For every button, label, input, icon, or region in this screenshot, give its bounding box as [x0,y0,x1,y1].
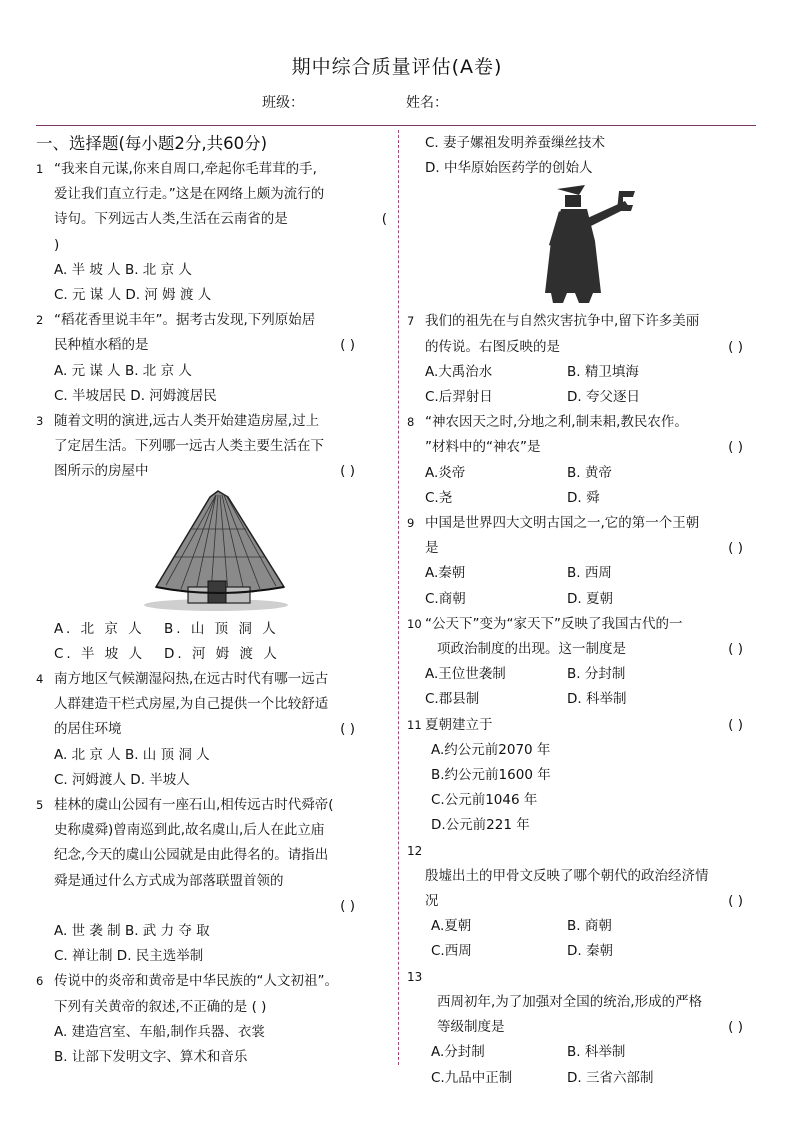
option-line: C.公元前1046 年 [431,792,538,809]
class-label: 班级： [262,95,304,111]
question-8 [407,410,757,511]
question-text: ( ) 况 [407,889,757,914]
option-line: C. 半 坡 人 D. 河 姆 渡 人 [54,645,280,662]
option-line: A. 北 京 人 B. 山 顶 洞 人 [54,620,279,637]
question-7 [407,309,757,410]
right-column [407,131,757,1091]
question-6 [36,969,391,1070]
question-text: 随着文明的演进,远古人类开始建造房屋,过上 [54,413,320,430]
question-number: 8 [407,415,415,430]
question-text: 下列有关黄帝的叙述,不正确的是 ( ) [54,998,267,1015]
name-label: 姓名： [406,95,448,111]
question-12 [407,839,757,965]
section-heading: 一、选择题(每小题2分,共60分) [36,134,268,153]
question-number: 1 [36,162,44,176]
question-text: “神农因天之时,分地之利,制耒耜,教民农作。 [425,414,688,431]
option-line: A.约公元前2070 年 [431,741,551,758]
question-text: 我们的祖先在与自然灾害抗争中,留下许多美丽 [425,313,700,330]
option-line: A. 半 坡 人 B. 北 京 人 [54,261,192,278]
question-number: 12 [407,843,423,858]
question-text: ( 诗句。下列远古人类,生活在云南省的是 [36,207,391,232]
question-number: 10 [407,616,422,631]
question-text: 了定居生活。下列哪一远古人类主要生活在下 [54,438,324,455]
question-11 [407,713,757,839]
answer-paren: ( ) [728,641,743,658]
option-line: C.九品中正制 D. 三省六部制 [431,1069,654,1086]
answer-paren: ( ) [728,540,743,557]
question-text: ( ) 的传说。右图反映的是 [407,335,757,360]
option-line: A.秦朝 B. 西周 [425,565,612,582]
answer-paren: ( ) [340,337,355,354]
option-line: C. 河姆渡人 D. 半坡人 [54,771,190,788]
question-13 [407,965,757,1091]
question-4 [36,667,391,793]
option-line: C. 半坡居民 D. 河姆渡居民 [54,387,217,404]
option-line: C. 禅让制 D. 民主选举制 [54,948,204,965]
question-9 [407,511,757,612]
answer-paren: ( ) [340,721,355,738]
header-divider [36,125,756,126]
question-10 [407,612,757,713]
option-line: A. 建造宫室、车船,制作兵器、衣裳 [54,1023,265,1040]
option-line: A.大禹治水 B. 精卫填海 [425,363,639,380]
option-line: A. 元 谋 人 B. 北 京 人 [54,362,192,379]
option-line: C.西周 D. 秦朝 [431,943,613,960]
option-line: D. 中华原始医药学的创始人 [425,160,593,177]
option-line: A.炎帝 B. 黄帝 [425,464,612,481]
question-number: 6 [36,974,44,989]
question-text: 爱让我们直立行走。”这是在网络上颇为流行的 [54,186,325,203]
answer-paren: ( ) [728,893,743,910]
answer-paren: ( ) [728,338,743,355]
option-line: A. 世 袭 制 B. 武 力 夺 取 [54,923,210,940]
question-3 [36,409,391,667]
option-line: A.分封制 B. 科举制 [431,1044,626,1061]
question-number: 7 [407,314,415,329]
question-text: 舜是通过什么方式成为部落联盟首领的 [54,872,284,889]
column-divider [398,130,399,1065]
question-text: 殷墟出土的甲骨文反映了哪个朝代的政治经济情 [425,867,709,884]
option-line: C.郡县制 D. 科举制 [425,691,627,708]
question-text: ( ) 夏朝建立于 [425,713,757,738]
question-text: 中国是世界四大文明古国之一,它的第一个王朝 [425,515,700,532]
question-text: “我来自元谋,你来自周口,牵起你毛茸茸的手, [54,161,317,177]
question-number: 13 [407,969,423,984]
question-5 [36,793,391,969]
question-number: 4 [36,672,44,687]
answer-paren: ( ) [340,463,355,480]
question-number: 9 [407,516,415,531]
answer-paren: ( ) [340,897,355,914]
answer-paren: ( ) [728,439,743,456]
question-text: ( ) 民种植水稻的是 [36,333,391,358]
option-line: C.尧 D. 舜 [425,489,600,506]
question-text: 人群建造干栏式房屋,为自己提供一个比较舒适 [54,696,329,713]
question-number: 11 [407,717,422,732]
question-2 [36,308,391,409]
answer-paren: ( ) [728,716,743,733]
question-text: ( ) 等级制度是 [407,1015,757,1040]
question-text: ( ) 的居住环境 [36,717,391,742]
question-text: ( ) 项政治制度的出现。这一制度是 [407,637,757,662]
question-number: 5 [36,798,44,813]
answer-paren: ( [381,211,387,228]
question-1 [36,157,391,308]
left-column [36,131,391,1070]
question-number: 2 [36,313,44,328]
answer-paren: ( ) [728,1019,743,1036]
question-text: “公天下”变为“家天下”反映了我国古代的一 [425,615,683,632]
option-line: A. 北 京 人 B. 山 顶 洞 人 [54,746,210,763]
option-line: B. 让部下发明文字、算术和音乐 [54,1049,248,1066]
option-line: D.公元前221 年 [431,817,530,834]
question-text: 纪念,今天的虞山公园就是由此得名的。请指出 [54,847,329,864]
question-text: ( ) 是 [407,536,757,561]
question-text: ) [54,236,60,253]
question-text: 南方地区气候潮湿闷热,在远古时代有哪一远古 [54,671,329,688]
option-line: A.夏朝 B. 商朝 [431,918,612,935]
question-text: 传说中的炎帝和黄帝是中华民族的“人文初祖”。 [54,973,338,990]
question-text: 史称虞舜)曾南巡到此,故名虞山,后人在此立庙 [54,822,325,839]
option-line: C.商朝 D. 夏朝 [425,590,613,607]
option-line: C. 元 谋 人 D. 河 姆 渡 人 [54,287,212,304]
option-line: B.约公元前1600 年 [431,767,551,784]
option-line: A.王位世袭制 B. 分封制 [425,666,626,683]
question-text: 西周初年,为了加强对全国的统治,形成的严格 [437,993,703,1010]
option-line: C.后羿射日 D. 夸父逐日 [425,389,640,406]
dayu-figure-image [407,181,757,309]
option-line: C. 妻子嫘祖发明养蚕缫丝技术 [425,135,606,151]
page-title: 期中综合质量评估(A卷) [291,56,503,78]
question-text: “稻花香里说丰年”。据考古发现,下列原始居 [54,312,316,329]
question-text: ( ) ”材料中的“神农”是 [407,435,757,460]
question-text: 桂林的虞山公园有一座石山,相传远古时代舜帝( [54,797,334,814]
question-text: ( ) 图所示的房屋中 [36,459,391,484]
question-number: 3 [36,414,44,429]
hut-image [36,485,391,617]
